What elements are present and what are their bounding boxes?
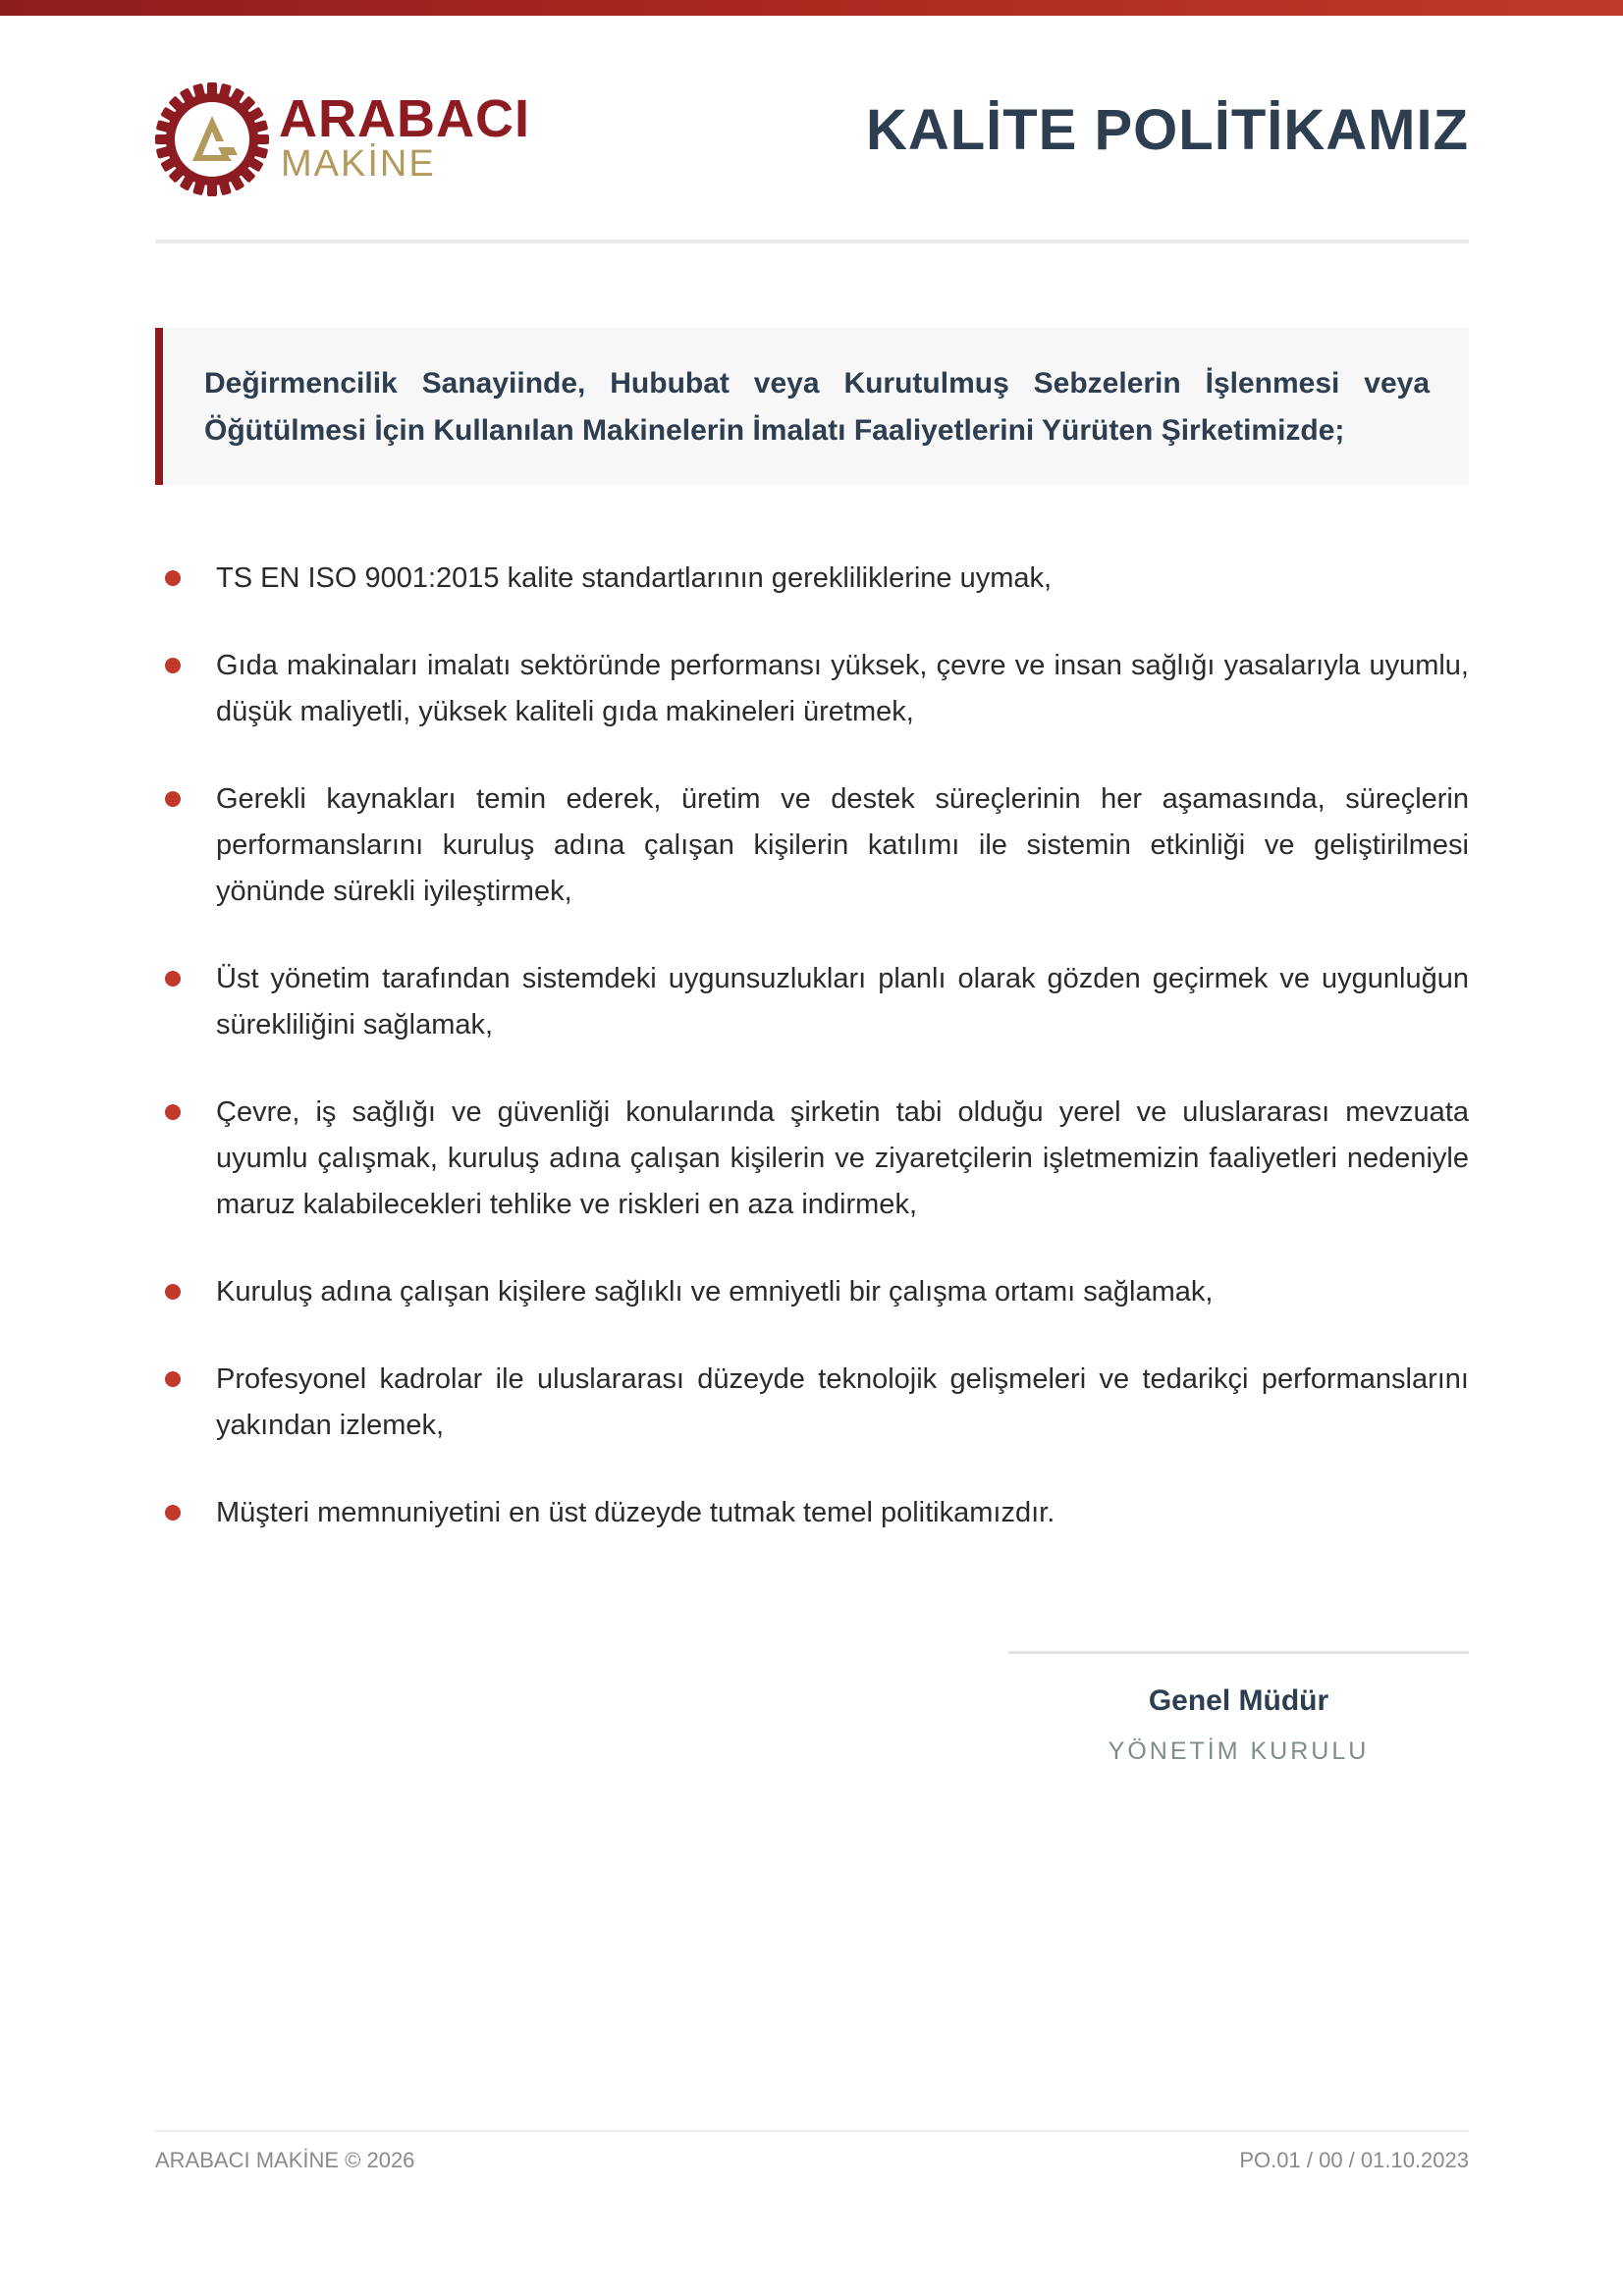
header-divider [155,240,1469,243]
bullet-icon [165,658,181,673]
signer-department: YÖNETİM KURULU [1108,1737,1370,1765]
top-accent-bar [0,0,1623,16]
policy-text: TS EN ISO 9001:2015 kalite standartlarının gerekliliklerine uymak, [216,562,1053,594]
list-item [155,643,1469,735]
document-header [155,80,1469,198]
signer-title: Genel Müdür [1148,1684,1329,1717]
signature-line [1008,1651,1469,1654]
list-item [155,1090,1469,1228]
bullet-icon [165,1104,181,1120]
bullet-icon [165,971,181,987]
bullet-icon [165,791,181,807]
signature-block [1008,1651,1469,1779]
policy-text: Müşteri memnuniyetini en üst düzeyde tutmak temel politikamızdır. [216,1497,1055,1528]
footer-divider [155,2130,1469,2132]
policy-text: Profesyonel kadrolar ile uluslararası düzeyde teknolojik gelişmeleri ve tedarikçi performanslarını yakından izlemek, [216,1363,1469,1441]
bullet-icon [165,1505,181,1521]
logo-wordmark: ARABACI [279,89,530,148]
list-item [155,556,1469,602]
list-item [155,956,1469,1048]
policy-text: Çevre, iş sağlığı ve güvenliği konularında şirketin tabi olduğu yerel ve uluslararası mevzuata uyumlu çalışmak, kuruluş adına çalışan kişilerin ve ziyaretçilerin işletmemizin faaliyetleri nedeniyle maruz kalabilecekleri tehlike ve riskleri en aza indirmek, [216,1096,1469,1220]
logo-subtitle: MAKİNE [281,143,436,185]
list-item [155,1269,1469,1315]
bullet-icon [165,1371,181,1387]
company-logo [155,80,607,198]
footer-copyright: ARABACI MAKİNE © 2026 [155,2148,415,2172]
policy-list [155,556,1469,1577]
bullet-icon [165,570,181,586]
list-item [155,1490,1469,1536]
bullet-icon [165,1284,181,1300]
footer-document-code: PO.01 / 00 / 01.10.2023 [1239,2148,1469,2172]
policy-text: Kuruluş adına çalışan kişilere sağlıklı ve emniyetli bir çalışma ortamı sağlamak, [216,1276,1214,1308]
intro-callout [155,328,1469,485]
policy-text: Üst yönetim tarafından sistemdeki uygunsuzlukları planlı olarak gözden geçirmek ve uygunluğun sürekliliğini sağlamak, [216,963,1469,1041]
gear-logo-icon [155,82,269,196]
list-item [155,776,1469,915]
policy-text: Gıda makinaları imalatı sektöründe performansı yüksek, çevre ve insan sağlığı yasalarıyla uyumlu, düşük maliyetli, yüksek kaliteli gıda makineleri üretmek, [216,650,1469,727]
page-title: KALİTE POLİTİKAMIZ [865,98,1469,162]
policy-text: Gerekli kaynakları temin ederek, üretim ve destek süreçlerinin her aşamasında, süreçlerin performanslarını kuruluş adına çalışan kişilerin katılımı ile sistemin etkinliği ve geliştirilmesi yönünde sürekli iyileştirmek, [216,783,1469,907]
intro-text: Değirmencilik Sanayiinde, Hububat veya Kurutulmuş Sebzelerin İşlenmesi veya Öğütülmesi İçin Kullanılan Makinelerin İmalatı Faaliyetlerini Yürüten Şirketimizde; [204,367,1430,447]
list-item [155,1357,1469,1449]
